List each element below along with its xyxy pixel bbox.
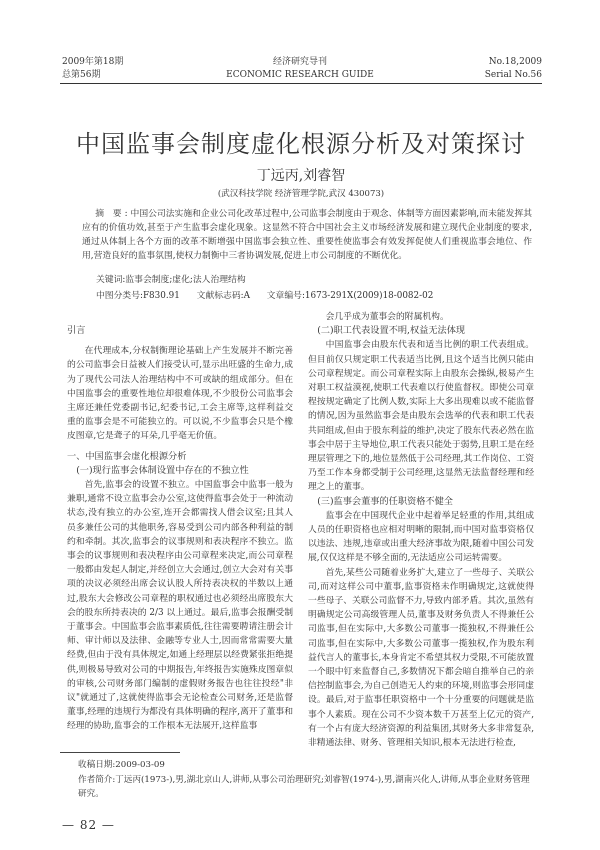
- right-column: [308, 310, 534, 750]
- journal-name: [200, 56, 400, 82]
- body-paragraph-b: 会几乎成为董事会的附属机构。: [325, 312, 449, 322]
- intro-heading: 引言: [67, 325, 86, 336]
- keywords: [96, 272, 536, 285]
- classification-line: [96, 288, 536, 301]
- total-number: 总第56期: [62, 70, 101, 80]
- paper-authors: 丁远丙,刘睿智: [256, 168, 346, 184]
- page-number: — 82 —: [62, 818, 115, 832]
- body-paragraph-a: 首先,监事会的设置不独立。中国监事会中监事一般为兼职,通常不设立监事会办公室,这使得监事会处于一种流动状态,没有独立的办公室,连开会都需找人借会议室;且其人员多兼任公司的其他职务,容易受到公司内部各种利益的制约和牵制。其次,监事会的议事规则和表决程序不独立。监事会的议事规则和表决程序由公司章程来决定,而公司章程一般都由发起人制定,并经创立大会通过,创立大会对有关事项的决议必须经出席会议认股人所持表决权的半数以上通过,股东大会修改公司章程的职权通过也必须经出席股东大会的股东所持表决的 2/3 以上通过。最后,监事会报酬受制于董事会。中国监事会监事素质低,往往需要聘请注册会计师、审计师以及法律、金融等专业人士,因而常常需要大量经费,但由于没有具体规定,如通上经理层以经费紧张拒绝提供,则极易导致对公司的中期报告,年终报告实施殊皮图章似的审核,公司财务部门编制的虚假财务报告也往往投经"非议"就通过了,这就使得监事会无论检查公司财务,还是监督董事,经理的违规行为都没有具体明确的程序,离开了董事和经理的协助,监事会的工作根本无法展开,这样监事: [67, 480, 293, 732]
- left-column: [67, 310, 293, 734]
- journal-name-en: ECONOMIC RESEARCH GUIDE: [226, 70, 374, 80]
- journal-issue-info: [62, 56, 212, 82]
- abstract-text: 中国公司法实施和企业公司化改革过程中,公司监事会制度由于观念、体制等方面因素影响,而未能发挥其应有的价值功效,甚至于产生监事会虚化现象。这显然不符合中国社会主义市场经济发展和建立现代企业制度的要求,通过从体制上各个方面的改革不断增强中国监事会独立性、重要性使监事会有效发挥促使人们重视监事会地位、作用,营造良好的监事氛围,使权力制衡中三者协调发展,促进上市公司制度的不断优化。: [82, 209, 533, 261]
- footnote-received: 收稿日期:2009-03-09: [78, 760, 165, 770]
- footnote-author-info: 作者简介:丁远丙(1973-),男,湖北京山人,讲师,从事公司治理研究;刘睿智(1974-),男,湖南兴化人,讲师,从事企业财务管理研究。: [78, 775, 530, 799]
- footnote-divider: [60, 752, 180, 753]
- journal-serial-info: [430, 56, 542, 82]
- header-divider: [60, 83, 542, 84]
- subsection-1-heading: (一)现行监事会体制设置中存在的不独立性: [76, 464, 249, 476]
- body-paragraph-d: 监事会在中国现代企业中起着举足轻重的作用,其组成人员的任职资格也应相对明晰的限制,而中国对监事资格仅以违法、违规,违章或出重大经济事故为限,随着中国公司发展,仅仅这样是不够全面的,无法适应公司运转需要。: [308, 510, 534, 564]
- section-1-heading: 一、中国监事会虚化根源分析: [67, 450, 187, 462]
- clc-number: 中图分类号:F830.91: [96, 291, 180, 301]
- serial-number: Serial No.56: [484, 70, 542, 80]
- subsection-2-heading: (二)职工代表设置不明,权益无法体现: [317, 325, 466, 337]
- keywords-label: 关键词:: [96, 275, 126, 285]
- paper-title: 中国监事会制度虚化根源分析及对策探讨: [76, 130, 526, 158]
- abstract: [82, 207, 532, 263]
- intro-paragraph: 在代理成本,分权制衡理论基础上产生发展并不断完善的公司监事会日益被人们接受认可,显示出旺盛的生命力,成为了现代公司法人治理结构中不可或缺的组成部分。但在中国监事会的重要性地位却很难体现,不少股份公司监事会主席还兼任党委副书记,纪委书记,工会主席等,这样利益交重的监事会是不可能独立的。可以说,不少监事会只是个橡皮图章,它是聋子的耳朵,几乎毫无价值。: [67, 346, 293, 442]
- document-code: 文献标志码:A: [196, 291, 250, 301]
- article-number: 文章编号:1673-291X(2009)18-0082-02: [266, 291, 434, 301]
- issue-number: 2009年第18期: [62, 57, 124, 67]
- body-paragraph-e: 首先,某些公司随着业务扩大,建立了一些母子、关联公司,而对这样公司中董事,监事资格未作明确规定,这就使得一些母子、关联公司监督不力,导致内部矛盾。其次,虽然有明确规定公司高级管理人员,董事及财务负责人不得兼任公司监事,但在实际中,大多数公司董事一揽独权,不得兼任公司监事,但在实际中,大多数公司董事一揽独权,作为股东利益代言人的董事长,本身肯定不希望其权力受限,不可能放置一个眼中钉来监督自己,多数情况下都会暗自推举自己的亲信控制监事会,为自己创造无人约束的环境,则监事会形同虚设。最后,对于监事任职资格中一个十分重要的问题就是监事个人素质。现在公司不少资本数千万甚至上亿元的资产,有一个占有庞大经济资源的利益集团,其财务大多非常复杂,非精通法律、财务、管理相关知识,根本无法进行检查,: [308, 567, 534, 749]
- abstract-label: 摘 要:: [95, 209, 131, 219]
- no-number: No.18,2009: [488, 57, 542, 67]
- subsection-3-heading: (三)监事会董事的任职资格不健全: [317, 495, 453, 507]
- author-affiliation: (武汉科技学院 经济管理学院,武汉 430073): [217, 189, 385, 199]
- body-paragraph-c: 中国监事会由股东代表和适当比例的职工代表组成。但目前仅只规定职工代表适当比例,且这个适当比例只能由公司章程规定。而公司章程实际上由股东会操纵,极易产生对职工权益漠视,使职工代表难以行使监督权。即使公司章程按规定确定了比例人数,实际上大多出现难以或不能监督的情况,因为虽然监事会是由股东会选举的代表和职工代表共同组成,但由于股东利益的维护,决定了股东代表必然在监事会中居于主导地位,职工代表只能处于弱势,且职工是在经理层管理之下的,地位显然低于公司经理,其工作岗位、工资乃至工作本身都受制于公司经理,这显然无法监督经理和经理之上的董事。: [308, 340, 534, 493]
- keywords-text: 监事会制度;虚化;法人治理结构: [125, 275, 246, 285]
- journal-name-cn: 经济研究导刊: [272, 57, 327, 67]
